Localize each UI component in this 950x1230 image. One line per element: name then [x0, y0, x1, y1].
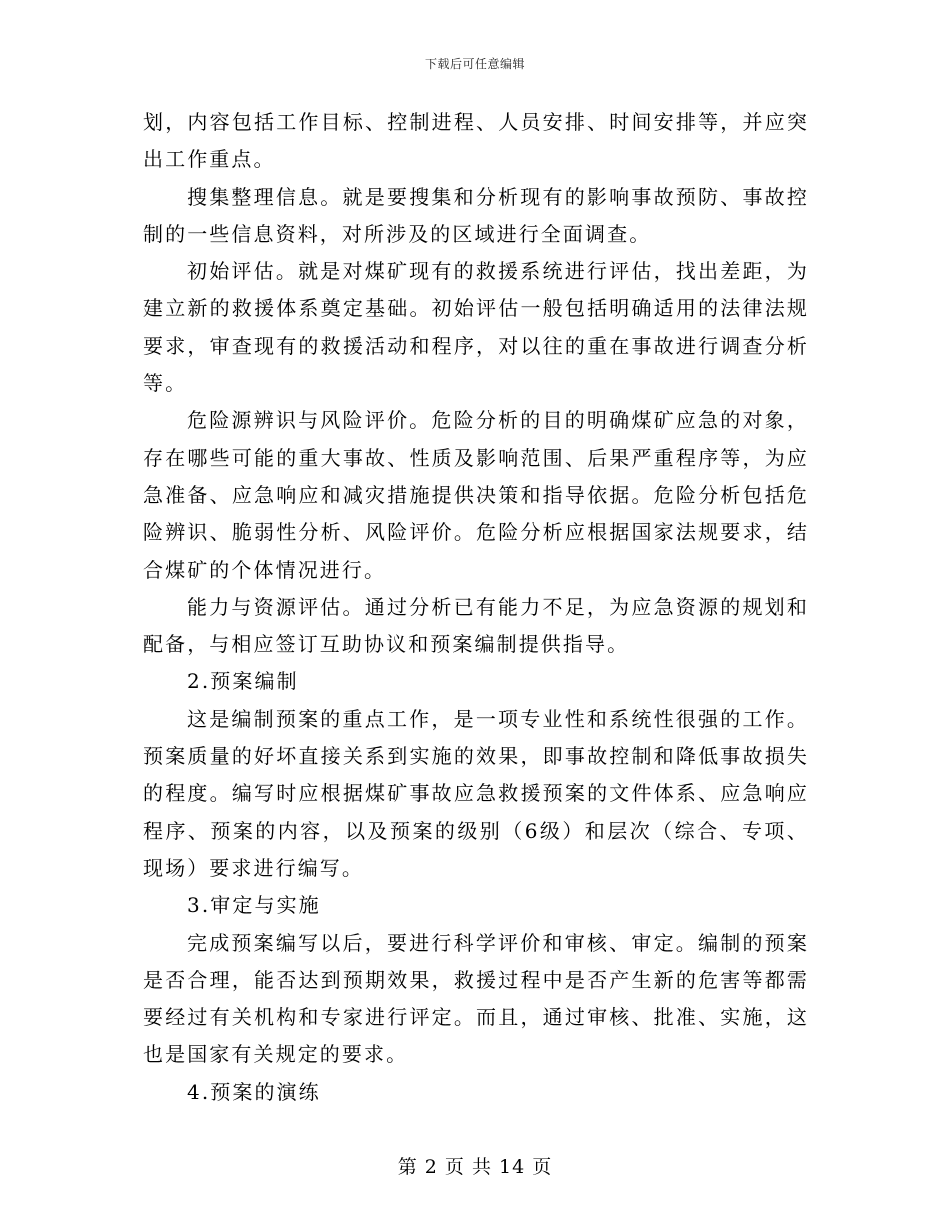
section-heading: 4.预案的演练: [187, 1079, 321, 1104]
section-heading: 2.预案编制: [187, 669, 299, 694]
paragraph: 这是编制预案的重点工作，是一项专业性和系统性很强的工作。预案质量的好坏直接关系到实施的效果，即事故控制和降低事故损失的程度。编写时应根据煤矿事故应急救援预案的文件体系、应急响应程序、预案的内容，以及预案的级别（6级）和层次（综合、专项、现场）要求进行编写。: [143, 706, 809, 880]
page-header: 下载后可任意编辑: [424, 57, 525, 71]
section-heading: 3.审定与实施: [187, 893, 321, 918]
paragraph: 划，内容包括工作目标、控制进程、人员安排、时间安排等，并应突出工作重点。: [143, 110, 809, 172]
paragraph: 能力与资源评估。通过分析已有能力不足，为应急资源的规划和配备，与相应签订互助协议和预案编制提供指导。: [143, 594, 809, 657]
document-body: [143, 104, 809, 1111]
paragraph: 完成预案编写以后，要进行科学评价和审核、审定。编制的预案是否合理，能否达到预期效果，救援过程中是否产生新的危害等都需要经过有关机构和专家进行评定。而且，通过审核、批准、实施，这也是国家有关规定的要求。: [143, 930, 809, 1067]
paragraph: 危险源辨识与风险评价。危险分析的目的明确煤矿应急的对象，存在哪些可能的重大事故、性质及影响范围、后果严重程序等，为应急准备、应急响应和减灾措施提供决策和指导依据。危险分析包括危险辨识、脆弱性分析、风险评价。危险分析应根据国家法规要求，结合煤矿的个体情况进行。: [143, 408, 809, 582]
paragraph: 初始评估。就是对煤矿现有的救援系统进行评估，找出差距，为建立新的救援体系奠定基础。初始评估一般包括明确适用的法律法规要求，审查现有的救援活动和程序，对以往的重在事故进行调查分析等。: [143, 259, 809, 396]
page-number: 第 2 页 共 14 页: [397, 1156, 553, 1178]
paragraph: 搜集整理信息。就是要搜集和分析现有的影响事故预防、事故控制的一些信息资料，对所涉及的区域进行全面调查。: [143, 184, 809, 246]
